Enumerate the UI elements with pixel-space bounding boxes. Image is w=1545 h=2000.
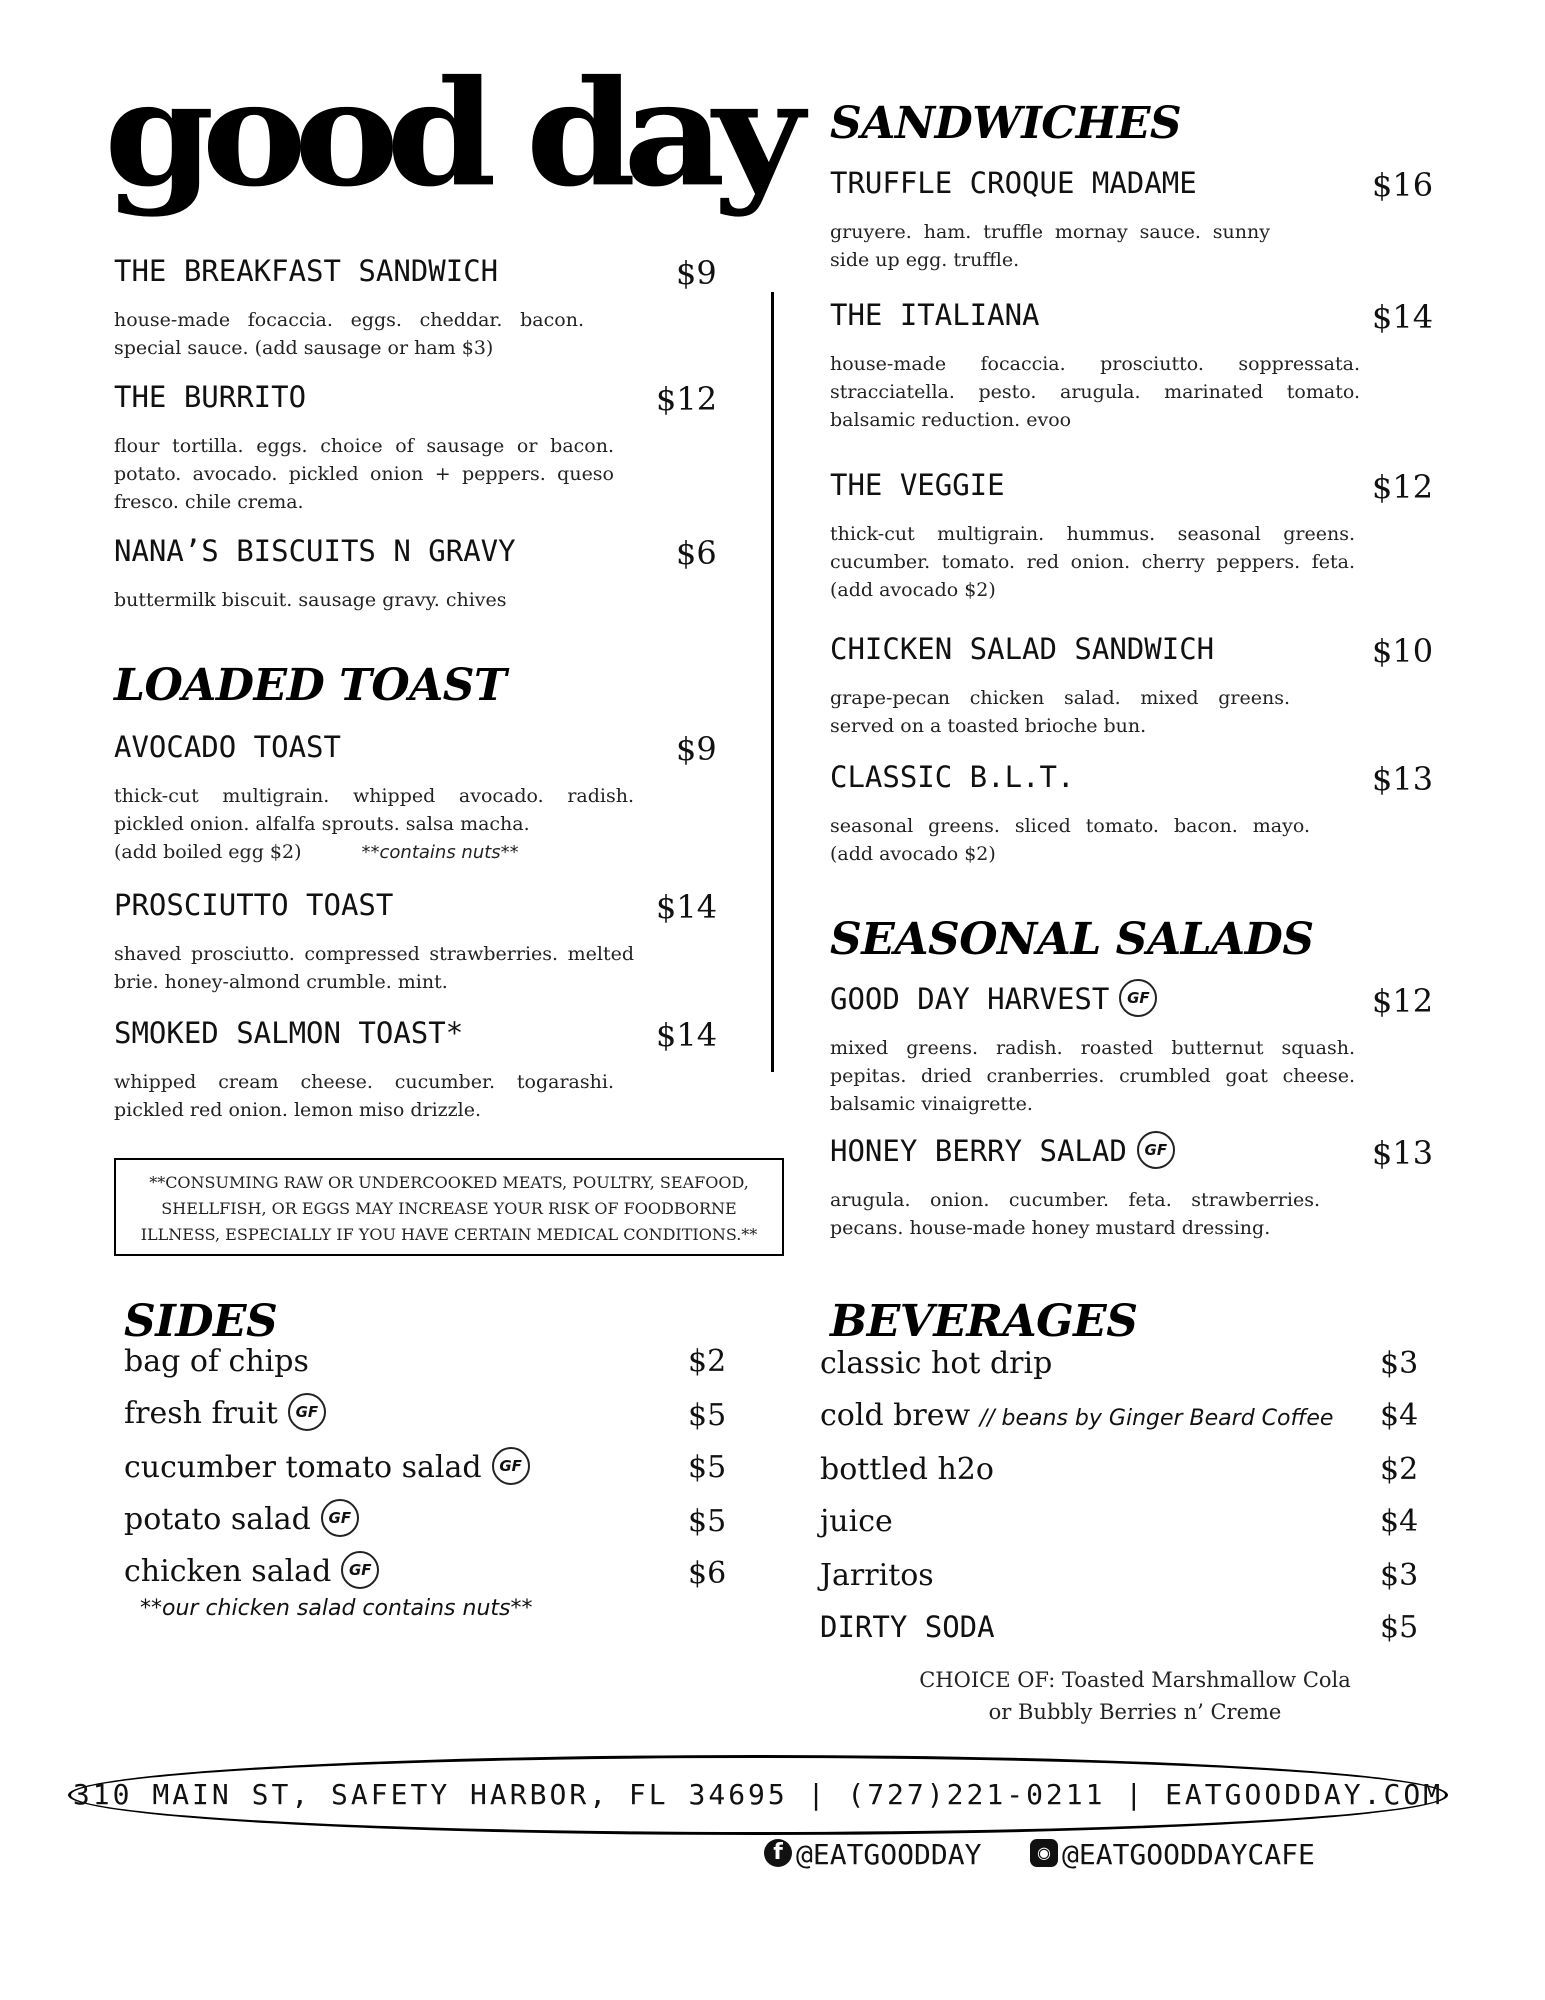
gluten-free-icon: GF: [288, 1393, 326, 1431]
choice-line: or Bubbly Berries n’ Creme: [988, 1700, 1282, 1724]
item-name: THE ITALIANA: [830, 298, 1040, 332]
side-item-cucumber-tomato-salad: [124, 1450, 530, 1488]
cold-brew-note: // beans by Ginger Beard Coffee: [979, 1406, 1334, 1431]
gluten-free-icon: GF: [321, 1499, 359, 1537]
item-description: gruyere. ham. truffle mornay sauce. sunny side up egg. truffle.: [830, 221, 1270, 271]
facebook-icon: f: [764, 1839, 792, 1867]
section-title-beverages: BEVERAGES: [830, 1296, 1138, 1347]
menu-item-avocado-toast: [114, 730, 717, 867]
side-name: chicken salad: [124, 1554, 332, 1589]
item-price: $13: [1372, 1134, 1434, 1172]
section-title-sandwiches: SANDWICHES: [830, 98, 1182, 149]
item-name: [830, 1134, 1430, 1172]
menu-item-italiana: [830, 298, 1434, 434]
item-price: $12: [1372, 982, 1434, 1020]
beverage-item-jarritos: Jarritos: [820, 1558, 934, 1593]
gluten-free-icon: GF: [492, 1447, 530, 1485]
beverage-price: $4: [1380, 1398, 1419, 1433]
beverage-price: $3: [1380, 1346, 1419, 1381]
item-price: $10: [1372, 632, 1434, 670]
beverage-item-bottled-water: bottled h2o: [820, 1452, 994, 1487]
logo-good-day: good day: [104, 49, 792, 220]
item-description: seasonal greens. sliced tomato. bacon. mayo. (add avocado $2): [830, 815, 1310, 865]
item-name: PROSCIUTTO TOAST: [114, 888, 394, 922]
beverage-price: $2: [1380, 1452, 1419, 1487]
menu-item-burrito: [114, 380, 718, 516]
item-name: TRUFFLE CROQUE MADAME: [830, 166, 1197, 200]
menu-item-biscuits-gravy: [114, 534, 717, 614]
menu-item-prosciutto-toast: [114, 888, 718, 996]
item-description: [114, 782, 634, 867]
item-description-text: thick-cut multigrain. whipped avocado. radish. pickled onion. alfalfa sprouts. salsa macha.: [114, 785, 634, 835]
footer-address-bar: 310 MAIN ST, SAFETY HARBOR, FL 34695 | (727)221-0211 | EATGOODDAY.COM: [68, 1755, 1448, 1835]
side-price: $5: [688, 1398, 727, 1433]
item-name-text: HONEY BERRY SALAD: [830, 1134, 1127, 1168]
contains-nuts-note: **contains nuts**: [361, 842, 519, 863]
item-name-text: GOOD DAY HARVEST: [830, 982, 1110, 1016]
column-divider: [771, 292, 774, 1072]
item-price: $14: [656, 1016, 718, 1054]
side-item-chicken-salad: [124, 1554, 379, 1592]
gluten-free-icon: GF: [1119, 979, 1157, 1017]
item-description: shaved prosciutto. compressed strawberries. melted brie. honey-almond crumble. mint.: [114, 943, 634, 993]
side-name: potato salad: [124, 1502, 311, 1537]
instagram-handle-text: @EATGOODDAYCAFE: [1062, 1838, 1315, 1871]
item-price: $6: [676, 534, 717, 572]
chicken-salad-nuts-note: **our chicken salad contains nuts**: [140, 1596, 533, 1621]
instagram-icon: ◉: [1030, 1839, 1058, 1867]
menu-item-classic-blt: [830, 760, 1434, 868]
item-description: house-made focaccia. prosciutto. soppressata. stracciatella. pesto. arugula. marinated tomato. balsamic reduction. evoo: [830, 353, 1360, 431]
item-name: THE BREAKFAST SANDWICH: [114, 254, 499, 288]
side-price: $6: [688, 1556, 727, 1591]
item-price: $12: [1372, 468, 1434, 506]
item-description-addon: (add boiled egg $2): [114, 841, 302, 863]
gluten-free-icon: GF: [341, 1551, 379, 1589]
item-description: house-made focaccia. eggs. cheddar. bacon. special sauce. (add sausage or ham $3): [114, 309, 584, 359]
side-item-fresh-fruit: [124, 1396, 326, 1434]
item-name: CLASSIC B.L.T.: [830, 760, 1075, 794]
beverage-price: $5: [1380, 1610, 1419, 1645]
item-price: $14: [656, 888, 718, 926]
section-title-sides: SIDES: [124, 1296, 278, 1347]
item-price: $9: [676, 254, 717, 292]
item-price: $12: [656, 380, 718, 418]
item-description: arugula. onion. cucumber. feta. strawberries. pecans. house-made honey mustard dressing.: [830, 1189, 1320, 1239]
menu-item-smoked-salmon-toast: [114, 1016, 718, 1124]
item-price: $16: [1372, 166, 1434, 204]
side-name: cucumber tomato salad: [124, 1450, 482, 1485]
section-title-seasonal-salads: SEASONAL SALADS: [830, 914, 1314, 965]
item-description: whipped cream cheese. cucumber. togarashi. pickled red onion. lemon miso drizzle.: [114, 1071, 614, 1121]
section-title-loaded-toast: LOADED TOAST: [114, 660, 507, 711]
beverage-price: $3: [1380, 1558, 1419, 1593]
side-price: $5: [688, 1504, 727, 1539]
item-name: SMOKED SALMON TOAST*: [114, 1016, 464, 1050]
item-description: grape-pecan chicken salad. mixed greens. served on a toasted brioche bun.: [830, 687, 1290, 737]
beverage-price: $4: [1380, 1504, 1419, 1539]
menu-item-veggie: [830, 468, 1434, 604]
beverage-item-classic-hot-drip: classic hot drip: [820, 1346, 1053, 1381]
dirty-soda-choice: [900, 1664, 1370, 1728]
item-name: AVOCADO TOAST: [114, 730, 341, 764]
item-price: $9: [676, 730, 717, 768]
gluten-free-icon: GF: [1137, 1131, 1175, 1169]
item-description: buttermilk biscuit. sausage gravy. chives: [114, 589, 507, 611]
item-name: [830, 982, 1430, 1020]
item-name: NANA’S BISCUITS N GRAVY: [114, 534, 516, 568]
foodborne-illness-warning: **CONSUMING RAW OR UNDERCOOKED MEATS, POULTRY, SEAFOOD, SHELLFISH, OR EGGS MAY INCREASE YOUR RISK OF FOODBORNE ILLNESS, ESPECIALLY IF YOU HAVE CERTAIN MEDICAL CONDITIONS.**: [114, 1158, 784, 1256]
side-price: $5: [688, 1450, 727, 1485]
menu-item-truffle-croque-madame: [830, 166, 1434, 274]
side-name: fresh fruit: [124, 1396, 278, 1431]
beverage-name: cold brew: [820, 1398, 971, 1433]
item-price: $14: [1372, 298, 1434, 336]
item-price: $13: [1372, 760, 1434, 798]
facebook-handle: [764, 1838, 981, 1871]
side-item-bag-of-chips: bag of chips: [124, 1344, 309, 1379]
choice-line: CHOICE OF: Toasted Marshmallow Cola: [919, 1668, 1351, 1692]
facebook-handle-text: @EATGOODDAY: [796, 1838, 982, 1871]
item-description: flour tortilla. eggs. choice of sausage or bacon. potato. avocado. pickled onion + peppers. queso fresco. chile crema.: [114, 435, 614, 513]
item-description: mixed greens. radish. roasted butternut squash. pepitas. dried cranberries. crumbled goat cheese. balsamic vinaigrette.: [830, 1037, 1355, 1115]
menu-item-good-day-harvest: [830, 982, 1434, 1118]
instagram-handle: [1030, 1838, 1315, 1871]
beverage-item-dirty-soda: DIRTY SODA: [820, 1610, 995, 1644]
side-price: $2: [688, 1344, 727, 1379]
item-description: thick-cut multigrain. hummus. seasonal greens. cucumber. tomato. red onion. cherry peppers. feta. (add avocado $2): [830, 523, 1355, 601]
beverage-item-juice: juice: [820, 1504, 893, 1539]
item-name: CHICKEN SALAD SANDWICH: [830, 632, 1215, 666]
menu-item-chicken-salad-sandwich: [830, 632, 1434, 740]
item-name: THE VEGGIE: [830, 468, 1005, 502]
menu-item-honey-berry-salad: [830, 1134, 1434, 1242]
beverage-item-cold-brew: [820, 1398, 1333, 1433]
side-item-potato-salad: [124, 1502, 359, 1540]
menu-item-breakfast-sandwich: [114, 254, 717, 362]
item-name: THE BURRITO: [114, 380, 307, 414]
